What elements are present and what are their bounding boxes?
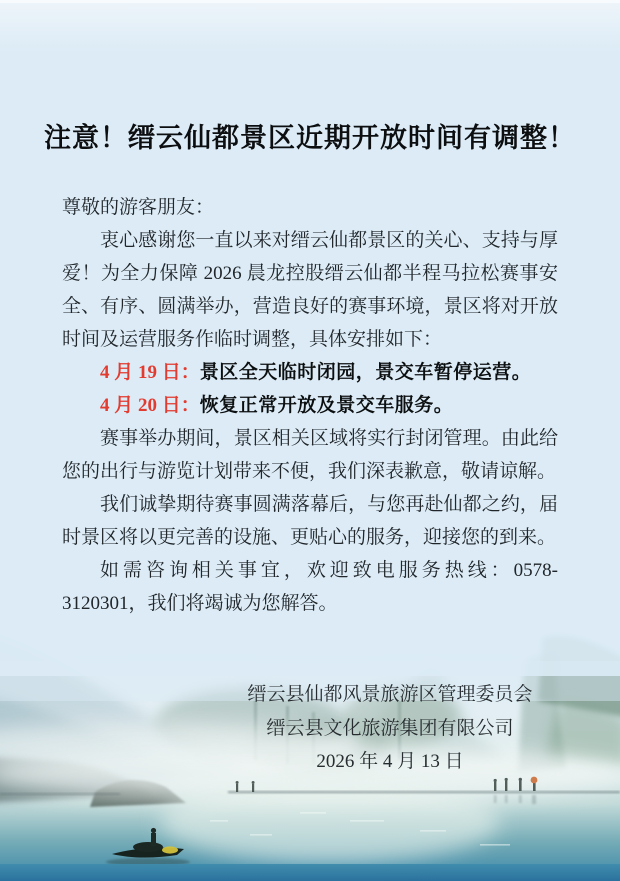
hotline-paragraph: 如需咨询相关事宜，欢迎致电服务热线：0578-3120301，我们将竭诚为您解答。: [62, 560, 558, 614]
schedule-date-april-19: 4 月 19 日：: [100, 362, 200, 383]
notice-body: [62, 191, 558, 620]
signature-block: [160, 678, 620, 779]
schedule-detail-april-20: 恢复正常开放及景交车服务。: [199, 395, 454, 416]
schedule-line-april-19: [62, 356, 558, 389]
intro-paragraph: 衷心感谢您一直以来对缙云仙都景区的关心、支持与厚爱！为全力保障 2026 晨龙控股缙云仙都半程马拉松赛事安全、有序、圆满举办，营造良好的赛事环境，景区将对开放时间及运营服务作临时调整，具体安排如下：: [62, 230, 558, 350]
salutation: 尊敬的游客朋友：: [62, 197, 215, 218]
apology-paragraph: 赛事举办期间，景区相关区域将实行封闭管理。由此给您的出行与游览计划带来不便，我们深表歉意，敬请谅解。: [62, 428, 558, 482]
schedule-date-april-20: 4 月 20 日：: [100, 395, 200, 416]
schedule-detail-april-19: 景区全天临时闭园，景交车暂停运营。: [199, 362, 532, 383]
signature-org-1: 缙云县仙都风景旅游区管理委员会: [247, 684, 533, 705]
welcome-back-paragraph: 我们诚挚期待赛事圆满落幕后，与您再赴仙都之约，届时景区将以更完善的设施、更贴心的服务，迎接您的到来。: [62, 494, 558, 548]
schedule-line-april-20: [62, 389, 558, 422]
signature-org-2: 缙云县文化旅游集团有限公司: [266, 717, 514, 739]
notice-title: 注意！缙云仙都景区近期开放时间有调整！: [44, 123, 576, 153]
signature-date: 2026 年 4 月 13 日: [316, 751, 464, 772]
